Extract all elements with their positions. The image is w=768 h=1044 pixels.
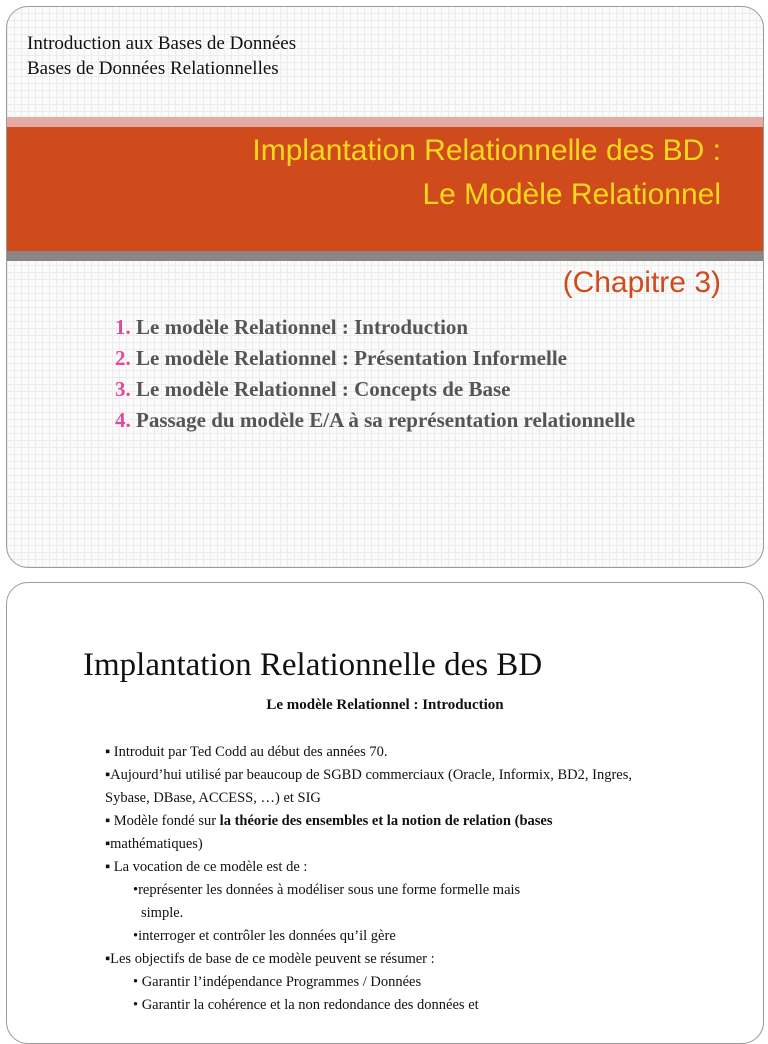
bullet-text: ▪ Modèle fondé sur (105, 813, 220, 829)
toc-item (115, 343, 635, 374)
bullet-line: ▪ Introduit par Ted Codd au début des années 70. (105, 744, 388, 760)
table-of-contents (115, 312, 635, 436)
toc-item-text: Le modèle Relationnel : Présentation Informelle (136, 346, 567, 370)
content-slide-title: Implantation Relationnelle des BD (83, 647, 543, 683)
bullet-emphasis: la théorie des ensembles et la notion de relation (bases (219, 813, 553, 829)
subtitle-separator: : (409, 697, 423, 713)
toc-item (115, 312, 635, 343)
toc-item-text: Passage du modèle E/A à sa représentation relationnelle (136, 408, 636, 432)
content-slide-subtitle (7, 697, 763, 714)
bullet-list (105, 741, 755, 1017)
content-slide (6, 582, 764, 1044)
toc-item-number: 3. (115, 377, 131, 401)
bullet-line: ▪ La vocation de ce modèle est de : (105, 859, 308, 875)
sub-bullet-line: • Garantir la cohérence et la non redondance des données et (133, 997, 479, 1013)
sub-bullet-line: •représenter les données à modéliser sous une forme formelle mais (133, 882, 521, 898)
chapter-label: (Chapitre 3) (562, 266, 721, 299)
sub-bullet-line: •interroger et contrôler les données qu’il gère (133, 928, 396, 944)
toc-item-number: 2. (115, 346, 131, 370)
toc-item-number: 4. (115, 408, 131, 432)
toc-item-text: Le modèle Relationnel : Introduction (136, 315, 469, 339)
subtitle-part-b: Introduction (422, 697, 504, 713)
subtitle-part-a: Le modèle Relationnel (266, 697, 410, 713)
toc-item (115, 405, 635, 436)
slide-title-line-2: Le Modèle Relationnel (422, 178, 721, 211)
sub-bullet-line: • Garantir l’indépendance Programmes / Données (133, 974, 422, 990)
slide-title (252, 129, 721, 217)
sub-bullet-line: simple. (141, 905, 184, 921)
course-header (27, 31, 296, 81)
bullet-line: ▪Les objectifs de base de ce modèle peuvent se résumer : (105, 951, 435, 967)
bullet-line: Sybase, DBase, ACCESS, …) et SIG (105, 790, 321, 806)
toc-item-text: Le modèle Relationnel : Concepts de Base (136, 377, 511, 401)
toc-item (115, 374, 635, 405)
bullet-line: ▪mathématiques) (105, 836, 203, 852)
course-line-2: Bases de Données Relationnelles (27, 58, 279, 79)
course-line-1: Introduction aux Bases de Données (27, 33, 297, 54)
bullet-line: ▪Aujourd’hui utilisé par beaucoup de SGBD commerciaux (Oracle, Informix, BD2, Ingres, (105, 767, 632, 783)
toc-item-number: 1. (115, 315, 131, 339)
slide-title-line-1: Implantation Relationnelle des BD : (252, 134, 721, 167)
bullet-line (105, 810, 755, 833)
gray-band (7, 251, 763, 261)
title-slide (6, 6, 764, 568)
pink-band (7, 117, 763, 127)
